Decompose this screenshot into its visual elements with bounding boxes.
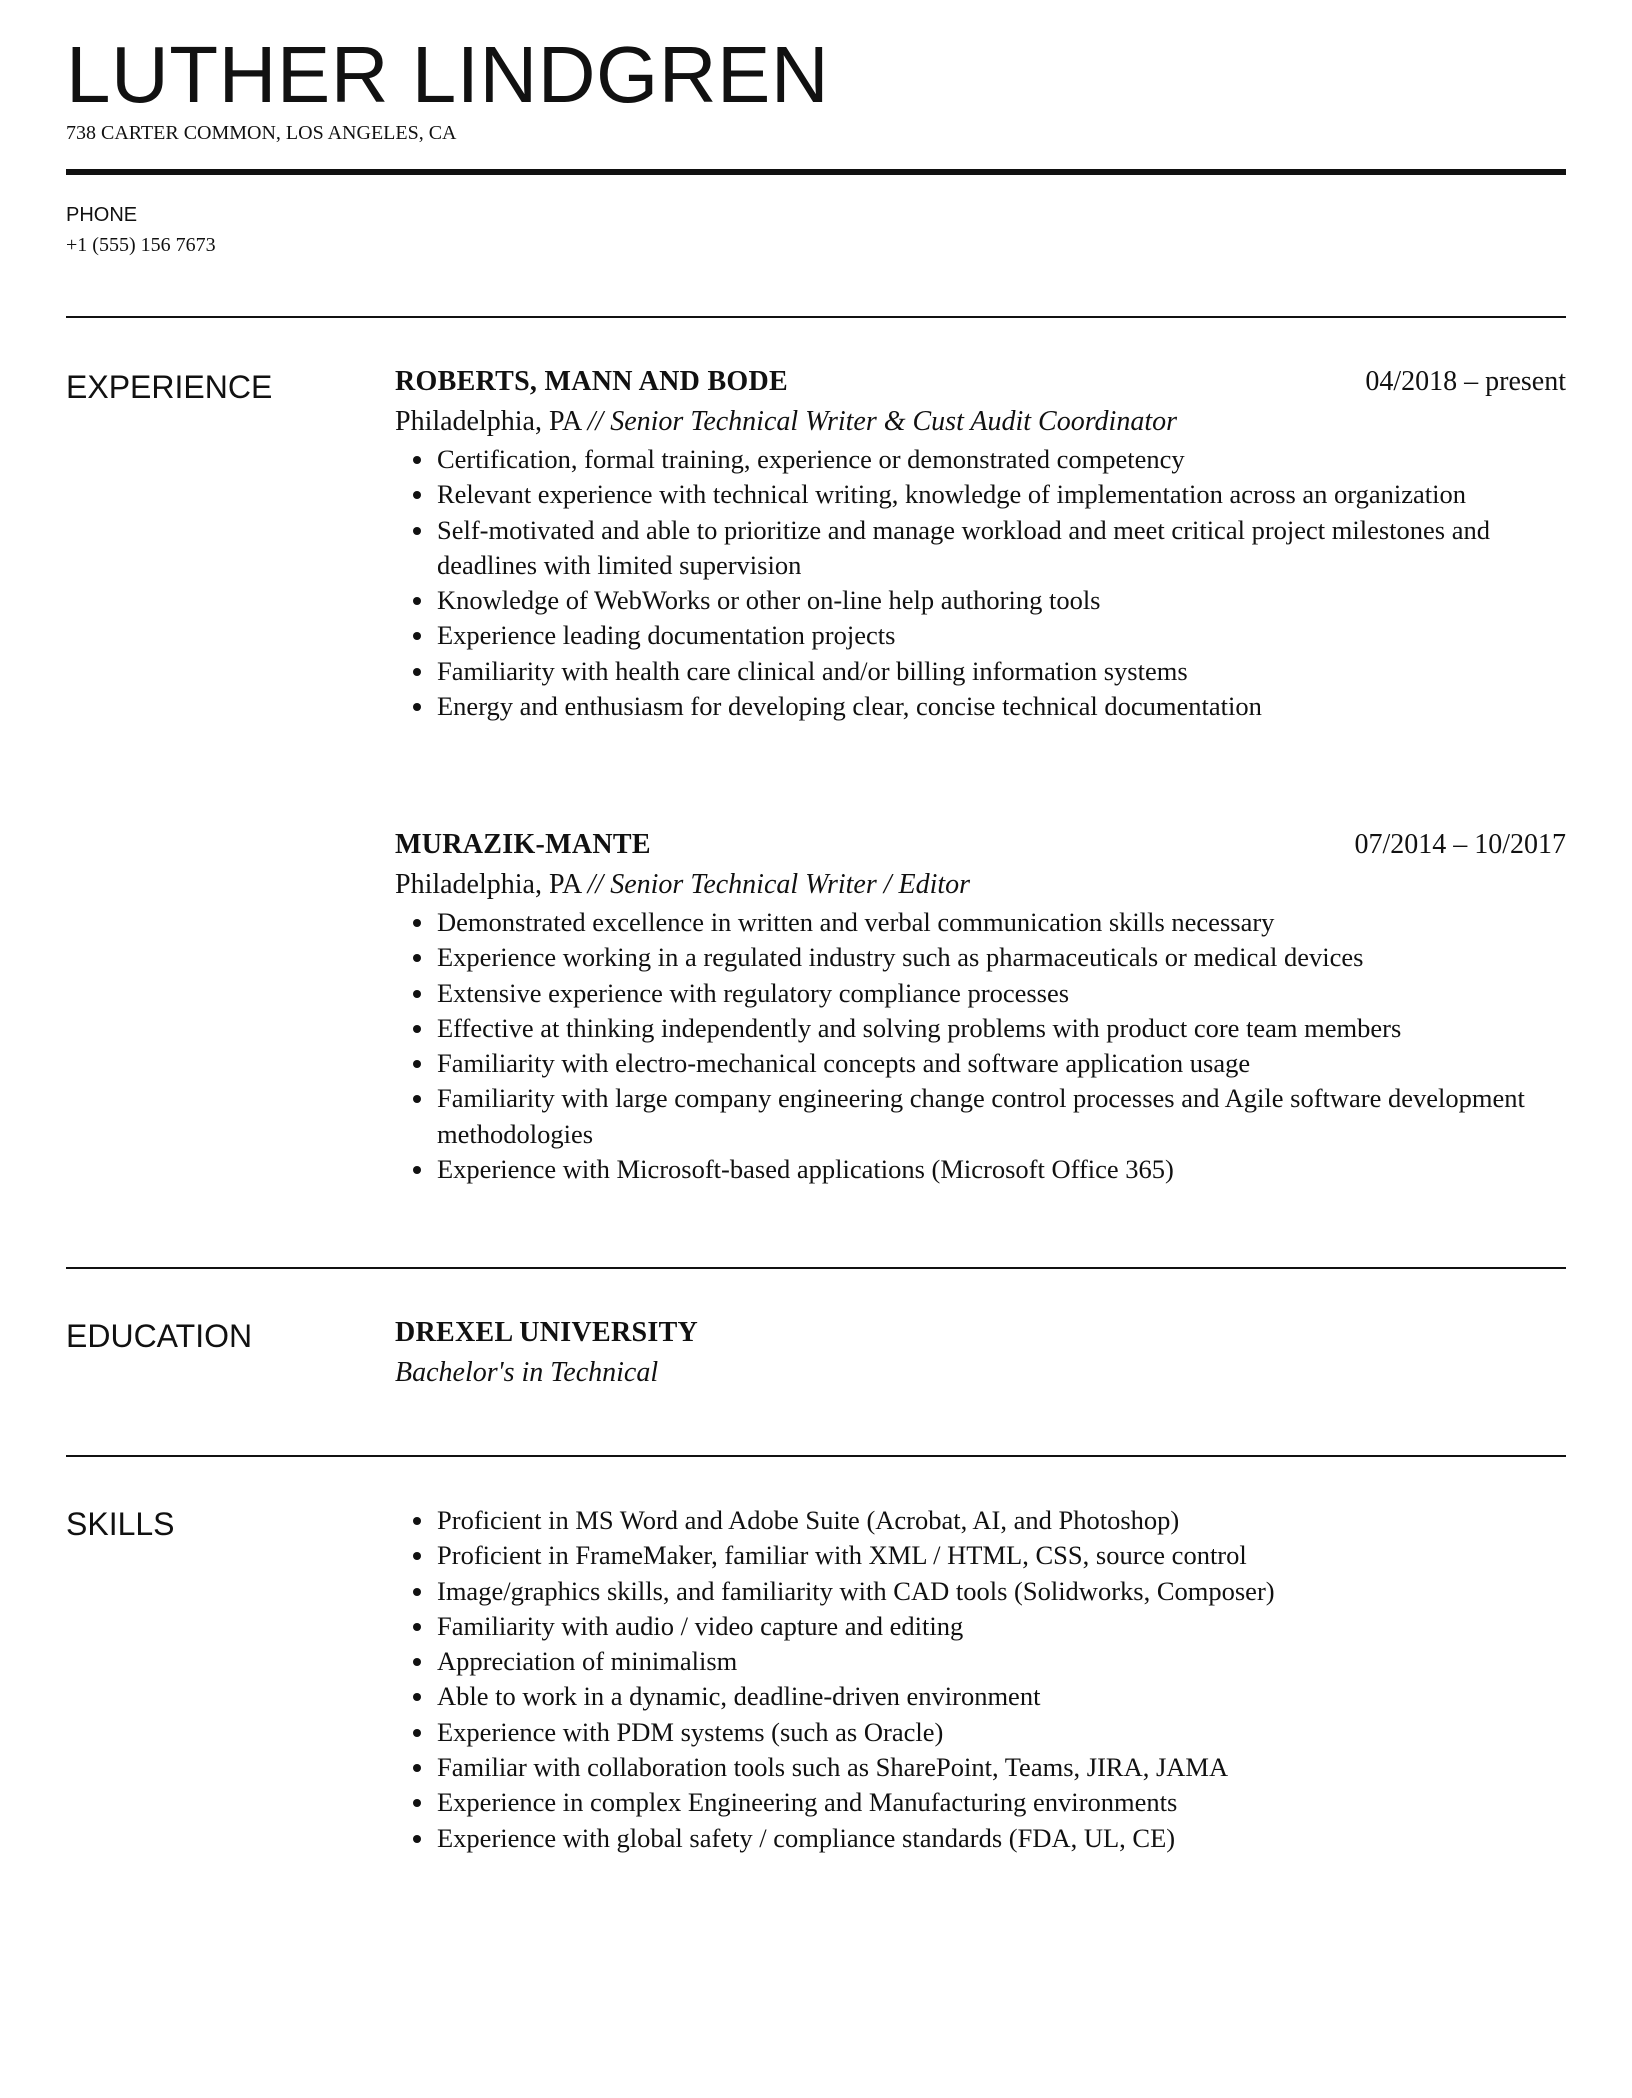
education-section-title: EDUCATION xyxy=(66,1318,253,1354)
job-company: ROBERTS, MANN AND BODE xyxy=(395,366,788,397)
phone-label: PHONE xyxy=(66,204,138,226)
experience-section-title: EXPERIENCE xyxy=(66,369,273,405)
section-divider xyxy=(66,1455,1566,1457)
skill-item: Proficient in MS Word and Adobe Suite (Acrobat, AI, and Photoshop) xyxy=(395,1503,1566,1538)
section-divider xyxy=(66,316,1566,318)
job-bullet: Familiarity with large company engineering change control processes and Agile software development methodologies xyxy=(395,1081,1566,1152)
job-header xyxy=(395,825,1566,865)
job-bullet: Demonstrated excellence in written and verbal communication skills necessary xyxy=(395,905,1566,940)
skills-list xyxy=(395,1503,1566,1856)
job-separator: // xyxy=(587,406,604,437)
education-school: DREXEL UNIVERSITY xyxy=(395,1317,699,1348)
job-bullet: Certification, formal training, experience or demonstrated competency xyxy=(395,442,1566,477)
job-bullet: Extensive experience with regulatory compliance processes xyxy=(395,976,1566,1011)
section-divider xyxy=(66,1267,1566,1269)
job-bullet: Self-motivated and able to prioritize and manage workload and meet critical project milestones and deadlines with limited supervision xyxy=(395,513,1566,584)
job-bullet-list xyxy=(395,442,1566,724)
job-subline xyxy=(395,865,1566,905)
job-bullet: Knowledge of WebWorks or other on-line help authoring tools xyxy=(395,583,1566,618)
job-role: Senior Technical Writer & Cust Audit Coordinator xyxy=(610,406,1177,437)
skill-item: Able to work in a dynamic, deadline-driven environment xyxy=(395,1679,1566,1714)
skill-item: Proficient in FrameMaker, familiar with XML / HTML, CSS, source control xyxy=(395,1538,1566,1573)
job-bullet: Relevant experience with technical writing, knowledge of implementation across an organization xyxy=(395,477,1566,512)
job-role: Senior Technical Writer / Editor xyxy=(610,869,971,900)
job-dates: 07/2014 – 10/2017 xyxy=(1354,829,1566,860)
job-bullet: Familiarity with electro-mechanical concepts and software application usage xyxy=(395,1046,1566,1081)
education-entry xyxy=(395,1313,1566,1393)
job-location: Philadelphia, PA xyxy=(395,406,581,437)
candidate-address: 738 CARTER COMMON, LOS ANGELES, CA xyxy=(66,122,457,144)
job-location: Philadelphia, PA xyxy=(395,869,581,900)
skills-section-title: SKILLS xyxy=(66,1506,175,1542)
skill-item: Image/graphics skills, and familiarity with CAD tools (Solidworks, Composer) xyxy=(395,1574,1566,1609)
phone-number: +1 (555) 156 7673 xyxy=(66,234,216,256)
job-dates: 04/2018 – present xyxy=(1365,366,1566,397)
header-divider xyxy=(66,169,1566,175)
job-bullet: Familiarity with health care clinical and/or billing information systems xyxy=(395,654,1566,689)
job-bullet-list xyxy=(395,905,1566,1187)
skill-item: Familiarity with audio / video capture and editing xyxy=(395,1609,1566,1644)
skill-item: Experience with global safety / compliance standards (FDA, UL, CE) xyxy=(395,1821,1566,1856)
skill-item: Experience in complex Engineering and Manufacturing environments xyxy=(395,1785,1566,1820)
job-company: MURAZIK-MANTE xyxy=(395,829,651,860)
job-bullet: Experience working in a regulated industry such as pharmaceuticals or medical devices xyxy=(395,940,1566,975)
skill-item: Appreciation of minimalism xyxy=(395,1644,1566,1679)
skill-item: Experience with PDM systems (such as Oracle) xyxy=(395,1715,1566,1750)
education-degree: Bachelor's in Technical xyxy=(395,1357,659,1388)
job-bullet: Energy and enthusiasm for developing clear, concise technical documentation xyxy=(395,689,1566,724)
job-header xyxy=(395,362,1566,402)
job-bullet: Effective at thinking independently and solving problems with product core team members xyxy=(395,1011,1566,1046)
job-subline xyxy=(395,402,1566,442)
job-separator: // xyxy=(587,869,604,900)
candidate-name: LUTHER LINDGREN xyxy=(66,30,830,119)
skills-list-container xyxy=(395,1503,1566,1856)
experience-job xyxy=(395,825,1566,1187)
job-bullet: Experience with Microsoft-based applications (Microsoft Office 365) xyxy=(395,1152,1566,1187)
experience-job xyxy=(395,362,1566,724)
job-bullet: Experience leading documentation projects xyxy=(395,618,1566,653)
skill-item: Familiar with collaboration tools such as SharePoint, Teams, JIRA, JAMA xyxy=(395,1750,1566,1785)
